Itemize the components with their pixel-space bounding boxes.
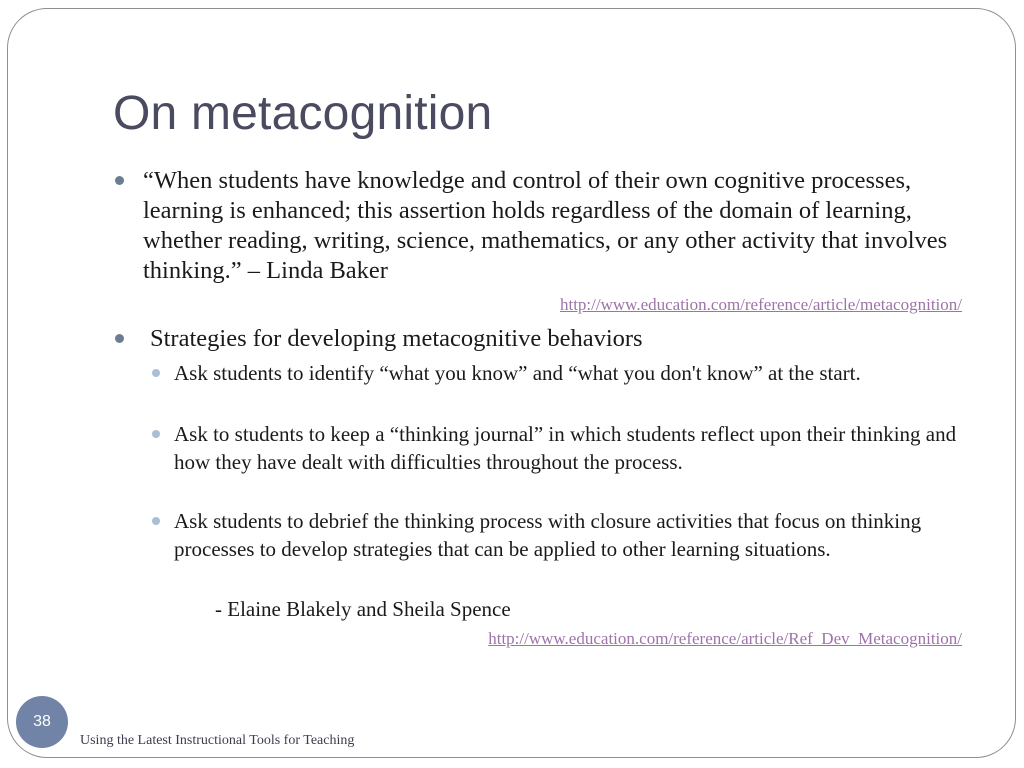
strategy-item: Ask to students to keep a “thinking journal” in which students reflect upon their thinking and how they have dealt with difficulties throughout the process. [174,422,957,474]
sub-bullet-dot [152,369,160,377]
strategy-item: Ask students to debrief the thinking process with closure activities that focus on thinking processes to develop strategies that can be applied to other learning situations. [174,509,922,561]
strategy-item: Ask students to identify “what you know” and “what you don't know” at the start. [174,361,861,385]
bullet-dot [115,176,124,185]
sub-bullet-dot [152,517,160,525]
quote-source-link[interactable]: http://www.education.com/reference/article/metacognition/ [559,295,962,314]
slide-title: On metacognition [113,87,493,140]
bullet-dot [115,334,124,343]
quote-text: “When students have knowledge and control of their own cognitive processes, learning is enhanced; this assertion holds regardless of the domain of learning, whether reading, writing, science, mathematics, or any other activity that involves thinking.” – Linda Baker [143,167,948,284]
sub-bullet-dot [152,430,160,438]
footer-text: Using the Latest Instructional Tools for Teaching [80,733,355,748]
strategies-attribution: - Elaine Blakely and Sheila Spence [215,597,511,621]
strategies-source-link[interactable]: http://www.education.com/reference/article/Ref_Dev_Metacognition/ [488,629,962,648]
page-number-badge [16,696,68,748]
page-number: 38 [33,713,51,730]
strategies-heading: Strategies for developing metacognitive behaviors [150,325,643,352]
